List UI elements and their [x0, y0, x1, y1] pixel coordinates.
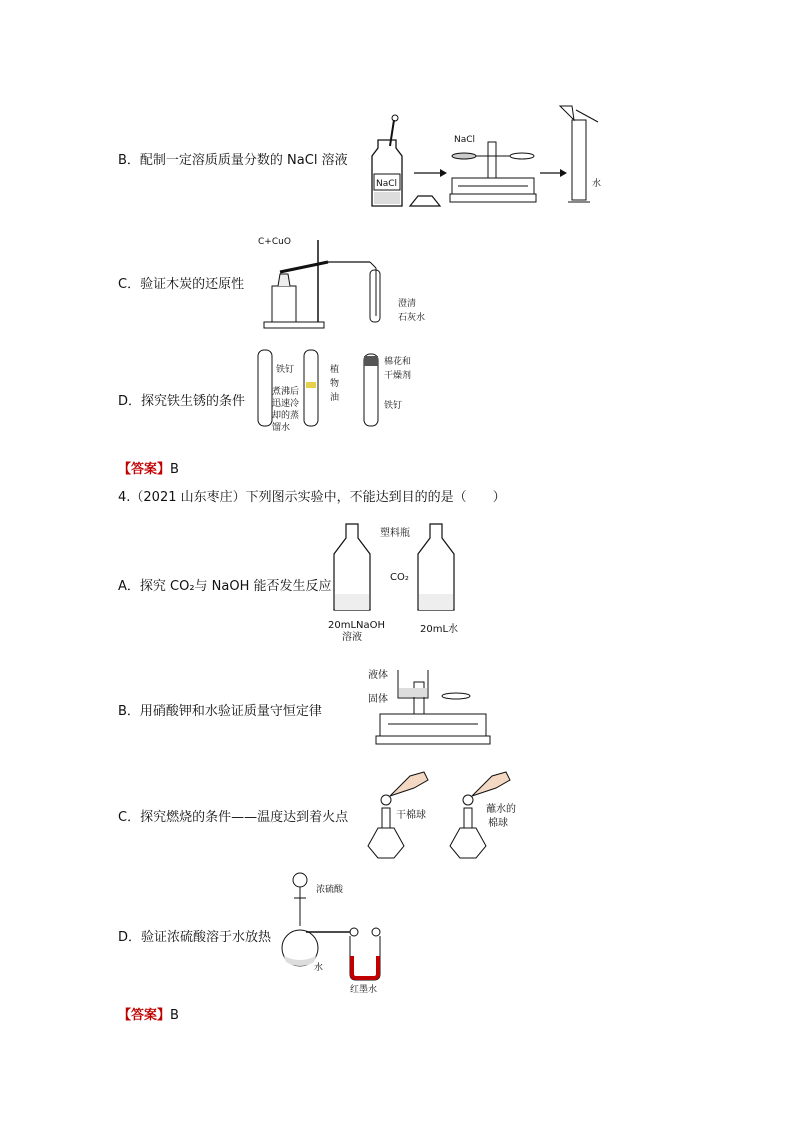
q4-option-a: A．探究 CO₂与 NaOH 能否发生反应 — [118, 579, 332, 594]
pan-label: NaCl — [454, 135, 476, 145]
water-label: 水 — [314, 963, 324, 973]
answer-value: B — [170, 1008, 179, 1023]
co2-label: CO₂ — [390, 572, 409, 583]
q3d-figure — [254, 346, 424, 442]
red-ink-label: 红墨水 — [350, 985, 378, 995]
naoh-label-1: 20mLNaOH — [328, 620, 386, 631]
wet-cotton-label-2: 棉球 — [488, 818, 508, 829]
water-label: 20mL水 — [420, 624, 459, 635]
q4-option-b: B．用硝酸钾和水验证质量守恒定律 — [118, 704, 322, 719]
q4-answer — [118, 1004, 179, 1023]
acid-label: 浓硫酸 — [316, 885, 344, 895]
solid-label: 固体 — [368, 694, 388, 705]
bottle-label: NaCl — [376, 179, 398, 189]
limewater-label-2: 石灰水 — [398, 313, 426, 323]
water-label-3: 却的蒸 — [272, 411, 300, 421]
nail2-label: 铁钉 — [384, 401, 403, 411]
oil-label-1: 植 — [330, 365, 340, 375]
q4d-figure — [280, 866, 390, 996]
answer-tag: 【答案】 — [118, 462, 171, 477]
cotton-label-1: 棉花和 — [384, 357, 412, 367]
q4c-figure — [364, 766, 514, 862]
q4b-figure — [368, 664, 498, 746]
bottle-label: 塑料瓶 — [380, 528, 410, 539]
oil-label-2: 物 — [330, 379, 340, 389]
water-label: 水 — [592, 179, 602, 189]
water-label-2: 迅速冷 — [272, 399, 300, 409]
answer-tag: 【答案】 — [118, 1008, 171, 1023]
q3b-figure — [360, 100, 610, 210]
q3-option-d: D．探究铁生锈的条件 — [118, 394, 246, 409]
q4-option-c: C．探究燃烧的条件——温度达到着火点 — [118, 810, 349, 825]
oil-label-3: 油 — [330, 393, 340, 403]
q3-answer — [118, 458, 179, 477]
q3-option-c: C．验证木炭的还原性 — [118, 277, 245, 292]
water-label-1: 煮沸后 — [272, 387, 300, 397]
q4-stem: 4.（2021 山东枣庄）下列图示实验中，不能达到目的的是（ ） — [118, 490, 506, 505]
limewater-label-1: 澄清 — [398, 299, 417, 309]
naoh-label-2: 溶液 — [342, 632, 362, 643]
dry-cotton-label: 干棉球 — [396, 810, 426, 821]
water-label-4: 馏水 — [272, 423, 291, 433]
q4a-figure — [328, 514, 488, 642]
wet-cotton-label-1: 蘸水的 — [486, 804, 516, 815]
nail1-label: 铁钉 — [276, 365, 295, 375]
tube-label: C+CuO — [258, 237, 291, 247]
liquid-label: 液体 — [368, 670, 388, 681]
q3c-figure — [258, 230, 428, 330]
answer-value: B — [170, 462, 179, 477]
q4-option-d: D．验证浓硫酸溶于水放热 — [118, 930, 272, 945]
q3-option-b: B．配制一定溶质质量分数的 NaCl 溶液 — [118, 153, 348, 168]
cotton-label-2: 干燥剂 — [384, 371, 412, 381]
